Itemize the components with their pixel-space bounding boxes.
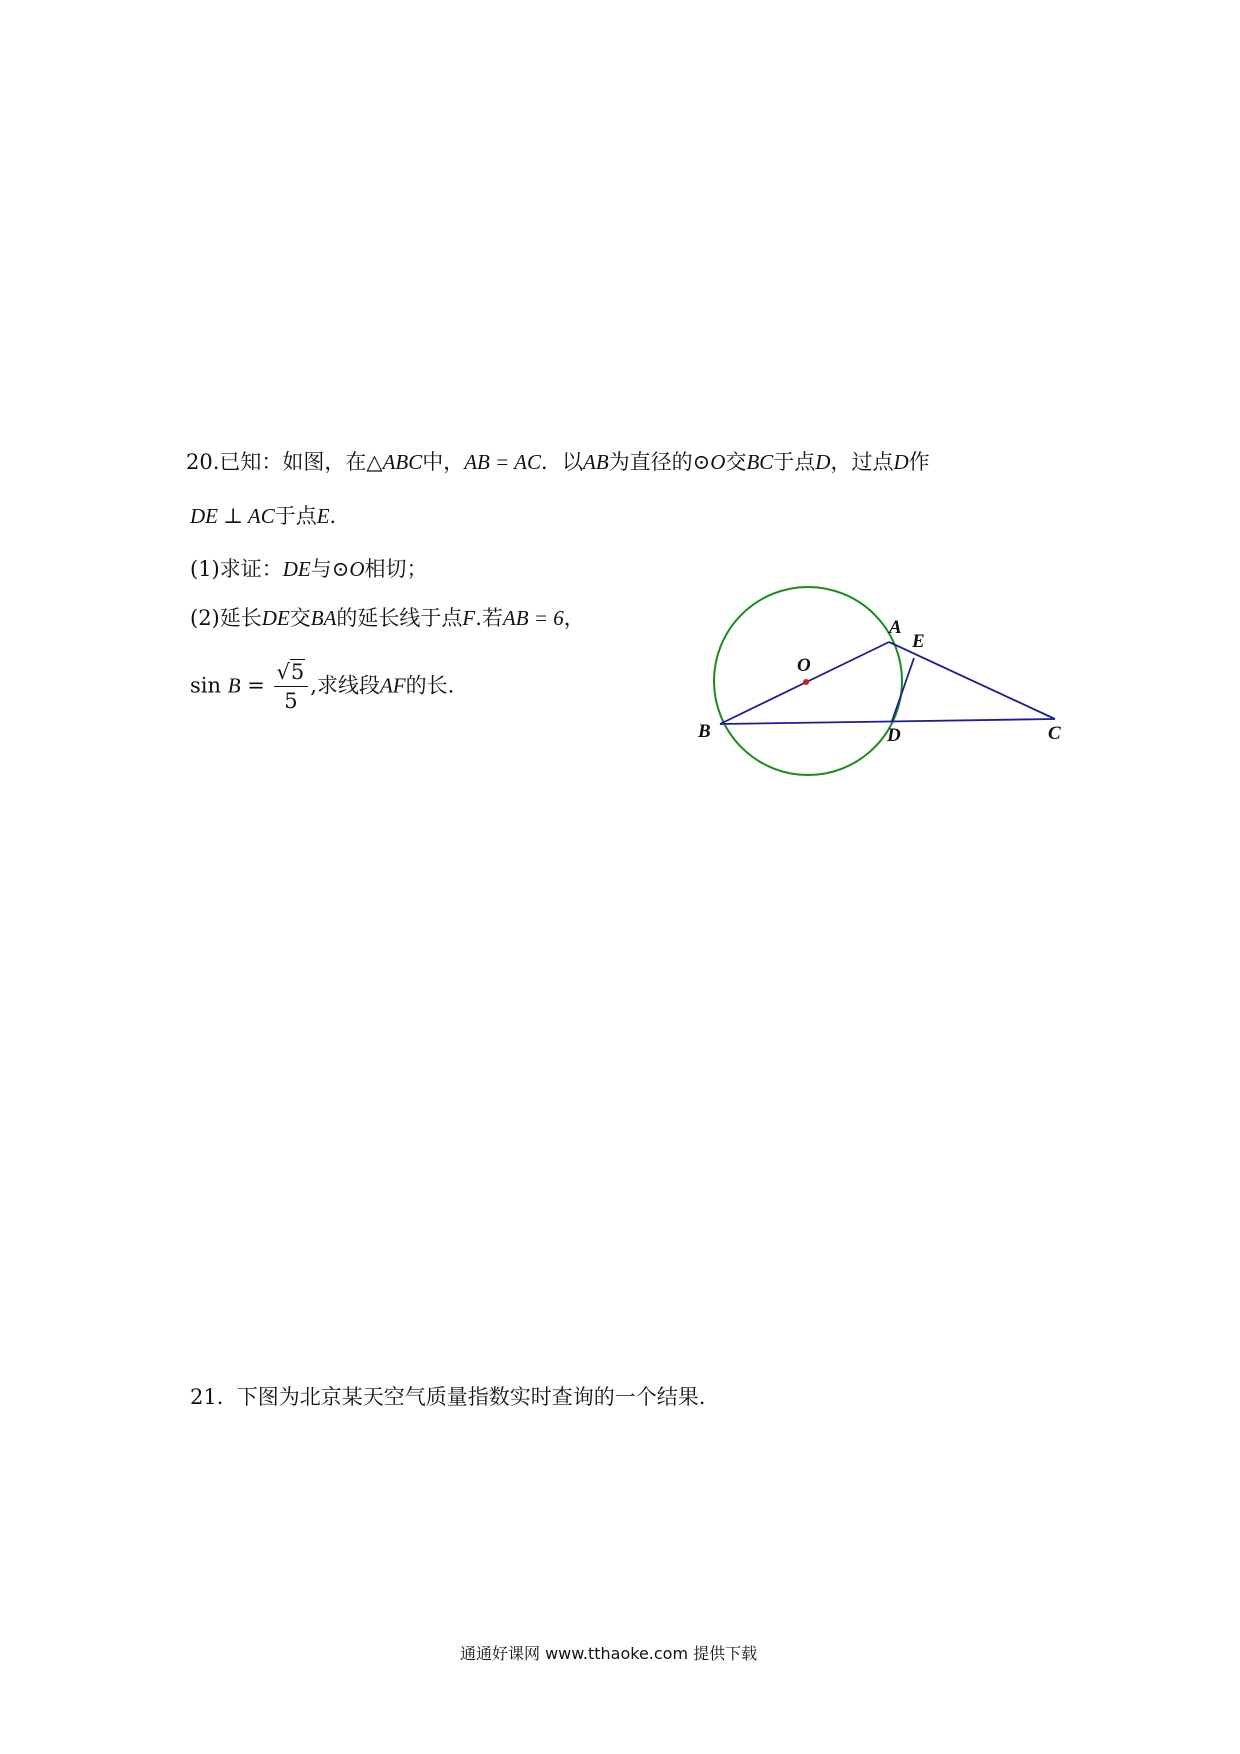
radicand: 5 [290, 660, 305, 684]
point-o: O [349, 557, 365, 581]
equals-sign: = [240, 673, 272, 698]
part2-text: .若 [475, 606, 503, 630]
point-d: D [815, 450, 831, 474]
segment-ac-line [889, 642, 1055, 719]
q20-text: 于点 [773, 450, 816, 474]
label-e: E [912, 631, 925, 652]
part2-text: 的延长线于点 [336, 606, 463, 630]
q20-text: ．以 [541, 450, 584, 474]
sqrt-symbol: √ [276, 660, 290, 684]
point-e: E [316, 504, 330, 528]
q20-text: 中， [422, 450, 465, 474]
q20-text: 于点 [274, 504, 317, 528]
q20-text: ，过点 [830, 450, 894, 474]
q20-text: 为直径的 [608, 450, 693, 474]
segment-de: DE [261, 606, 290, 630]
fraction-denominator: 5 [284, 689, 298, 713]
q21-line [190, 1387, 705, 1408]
geometry-figure [690, 575, 1080, 780]
question-number: 21. [190, 1385, 224, 1409]
circle-symbol: ⊙ [692, 450, 711, 474]
label-o: O [797, 655, 811, 676]
angle-b: B [227, 673, 241, 698]
circle-symbol: ⊙ [331, 557, 350, 581]
equation-ab-6: AB = 6 [502, 606, 564, 630]
segment-af: AF [379, 673, 406, 698]
q20-part2 [190, 608, 585, 629]
part2-text: 交 [289, 606, 311, 630]
q20-text: . [329, 504, 337, 528]
triangle-symbol: △ [366, 450, 383, 474]
part1-text: 相切； [364, 557, 428, 581]
q21-text: 下图为北京某天空气质量指数实时查询的一个结果. [236, 1385, 706, 1409]
label-a: A [889, 617, 902, 638]
part2-text: 的长. [405, 673, 455, 698]
part-label: (2) [190, 606, 220, 630]
fraction-sqrt5-over-5 [274, 662, 309, 712]
point-d: D [893, 450, 909, 474]
q20-text: 交 [725, 450, 747, 474]
q20-part2-cont [190, 662, 454, 712]
segment-de: DE [282, 557, 311, 581]
segment-bc: BC [746, 450, 774, 474]
part2-text: 延长 [219, 606, 262, 630]
segment-ab: AB [583, 450, 609, 474]
point-o: O [710, 450, 726, 474]
center-point-o [803, 679, 809, 685]
part2-text: ,求线段 [310, 673, 380, 698]
segment-ba: BA [310, 606, 337, 630]
fraction-numerator [274, 662, 309, 687]
segment-bc-line [720, 719, 1055, 724]
point-f: F [462, 606, 476, 630]
sqrt-5 [277, 662, 306, 683]
q20-line1 [186, 452, 930, 473]
part1-text: 求证： [219, 557, 283, 581]
footer-text: 通通好课网 www.tthaoke.com 提供下载 [460, 1644, 758, 1663]
footer-source [460, 1641, 757, 1664]
label-c: C [1048, 723, 1061, 744]
label-d: D [887, 725, 901, 746]
q20-intro: 已知：如图，在 [219, 450, 367, 474]
perpendicular-statement: DE ⊥ AC [190, 504, 275, 528]
sin-function: sin [190, 673, 222, 698]
part2-text: ， [563, 606, 585, 630]
part-label: (1) [190, 557, 220, 581]
question-number: 20. [186, 450, 220, 474]
triangle-abc: ABC [382, 450, 423, 474]
equation-ab-ac: AB = AC [464, 450, 542, 474]
label-b: B [698, 721, 711, 742]
q20-part1 [190, 559, 428, 580]
q20-text: 作 [908, 450, 930, 474]
segment-de-line [892, 658, 914, 721]
part1-text: 与 [310, 557, 332, 581]
q20-line2 [190, 506, 336, 527]
